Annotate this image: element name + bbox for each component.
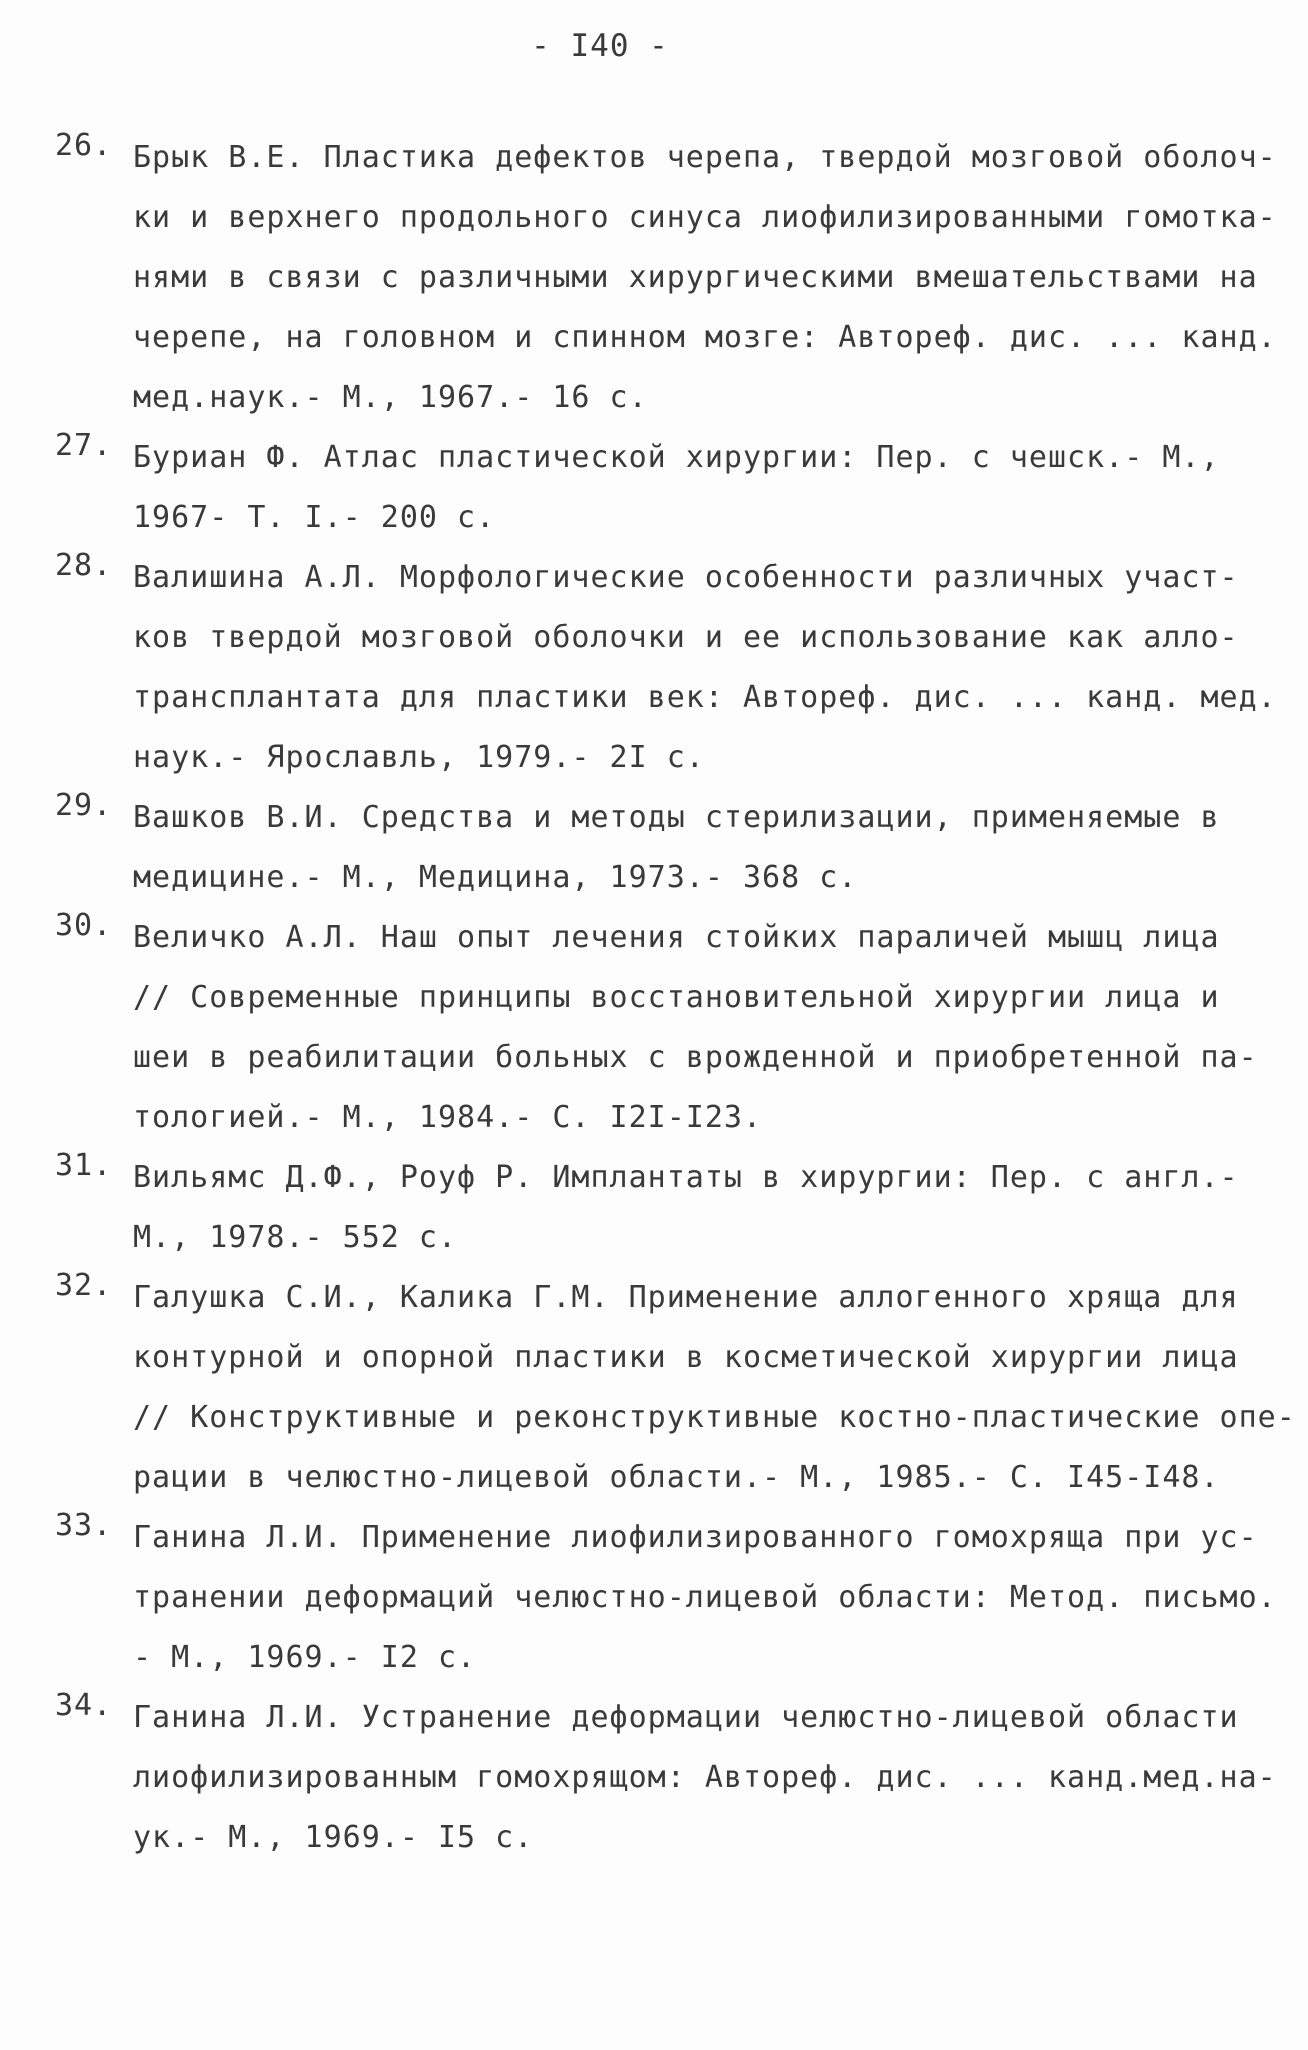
reference-number: 33. — [55, 1508, 113, 1543]
reference-text-line: медицине.- М., Медицина, 1973.- 368 с. — [133, 860, 858, 895]
reference-text-line: рации в челюстно-лицевой области.- М., 1985.- С. I45-I48. — [133, 1460, 1220, 1495]
reference-entry — [55, 428, 1255, 548]
reference-text-line: ки и верхнего продольного синуса лиофилизированными гомоткa- — [133, 200, 1277, 235]
reference-text-line: // Современные принципы восстановительной хирургии лица и — [133, 980, 1220, 1015]
reference-entry — [55, 548, 1277, 788]
reference-text-line: Ганина Л.И. Устранение деформации челюстно-лицевой области — [133, 1700, 1239, 1735]
reference-text-line: Величко А.Л. Наш опыт лечения стойких параличей мышц лица — [133, 920, 1220, 955]
reference-text-line: шеи в реабилитации больных с врожденной и приобретенной па- — [133, 1040, 1258, 1075]
reference-entry — [55, 1268, 1296, 1508]
reference-text-line: Ганина Л.И. Применение лиофилизированного гомохряща при ус- — [133, 1520, 1258, 1555]
reference-text-line: // Конструктивные и реконструктивные костно-пластические опе- — [133, 1400, 1296, 1435]
reference-text-line: трансплантата для пластики век: Автореф. дис. ... канд. мед. — [133, 680, 1277, 715]
reference-text-line: мед.наук.- М., 1967.- 16 с. — [133, 380, 648, 415]
reference-text-line: ков твердой мозговой оболочки и ее использование как алло- — [133, 620, 1239, 655]
reference-entry — [55, 1148, 1255, 1268]
reference-number: 31. — [55, 1148, 113, 1183]
reference-entry — [55, 1508, 1277, 1688]
reference-text-line: лиофилизированным гомохрящом: Автореф. дис. ... канд.мед.на- — [133, 1760, 1277, 1795]
reference-text-line: - М., 1969.- I2 с. — [133, 1640, 477, 1675]
reference-text-line: наук.- Ярославль, 1979.- 2I с. — [133, 740, 705, 775]
reference-text-line: Буриан Ф. Атлас пластической хирургии: Пер. с чешск.- М., — [133, 440, 1220, 475]
reference-number: 28. — [55, 548, 113, 583]
reference-text-line: Валишина А.Л. Морфологические особенности различных участ- — [133, 560, 1239, 595]
reference-text-line: 1967- Т. I.- 200 с. — [133, 500, 496, 535]
reference-text-line: контурной и опорной пластики в косметической хирургии лица — [133, 1340, 1239, 1375]
reference-text-line: нями в связи с различными хирургическими вмешательствами на — [133, 260, 1258, 295]
reference-text-line: Вашков В.И. Средства и методы стерилизации, применяемые в — [133, 800, 1220, 835]
reference-number: 26. — [55, 128, 113, 163]
reference-text-line: Брык В.Е. Пластика дефектов черепа, твердой мозговой оболоч- — [133, 140, 1277, 175]
reference-text-line: транении деформаций челюстно-лицевой области: Метод. письмо. — [133, 1580, 1277, 1615]
reference-list — [55, 128, 1296, 1868]
reference-text-line: М., 1978.- 552 с. — [133, 1220, 458, 1255]
reference-entry — [55, 908, 1258, 1148]
reference-number: 29. — [55, 788, 113, 823]
reference-number: 32. — [55, 1268, 113, 1303]
reference-entry — [55, 128, 1277, 428]
reference-text-line: черепе, на головном и спинном мозге: Автореф. дис. ... канд. — [133, 320, 1277, 355]
reference-text-line: тологией.- М., 1984.- С. I2I-I23. — [133, 1100, 763, 1135]
reference-number: 30. — [55, 908, 113, 943]
reference-entry — [55, 788, 1255, 908]
page-number: - I40 - — [531, 28, 669, 64]
reference-number: 27. — [55, 428, 113, 463]
reference-text-line: Галушка С.И., Калика Г.М. Применение аллогенного хряща для — [133, 1280, 1239, 1315]
reference-text-line: Вильямс Д.Ф., Роуф Р. Имплантаты в хирургии: Пер. с англ.- — [133, 1160, 1239, 1195]
reference-entry — [55, 1688, 1277, 1868]
reference-text-line: ук.- М., 1969.- I5 с. — [133, 1820, 534, 1855]
reference-number: 34. — [55, 1688, 113, 1723]
